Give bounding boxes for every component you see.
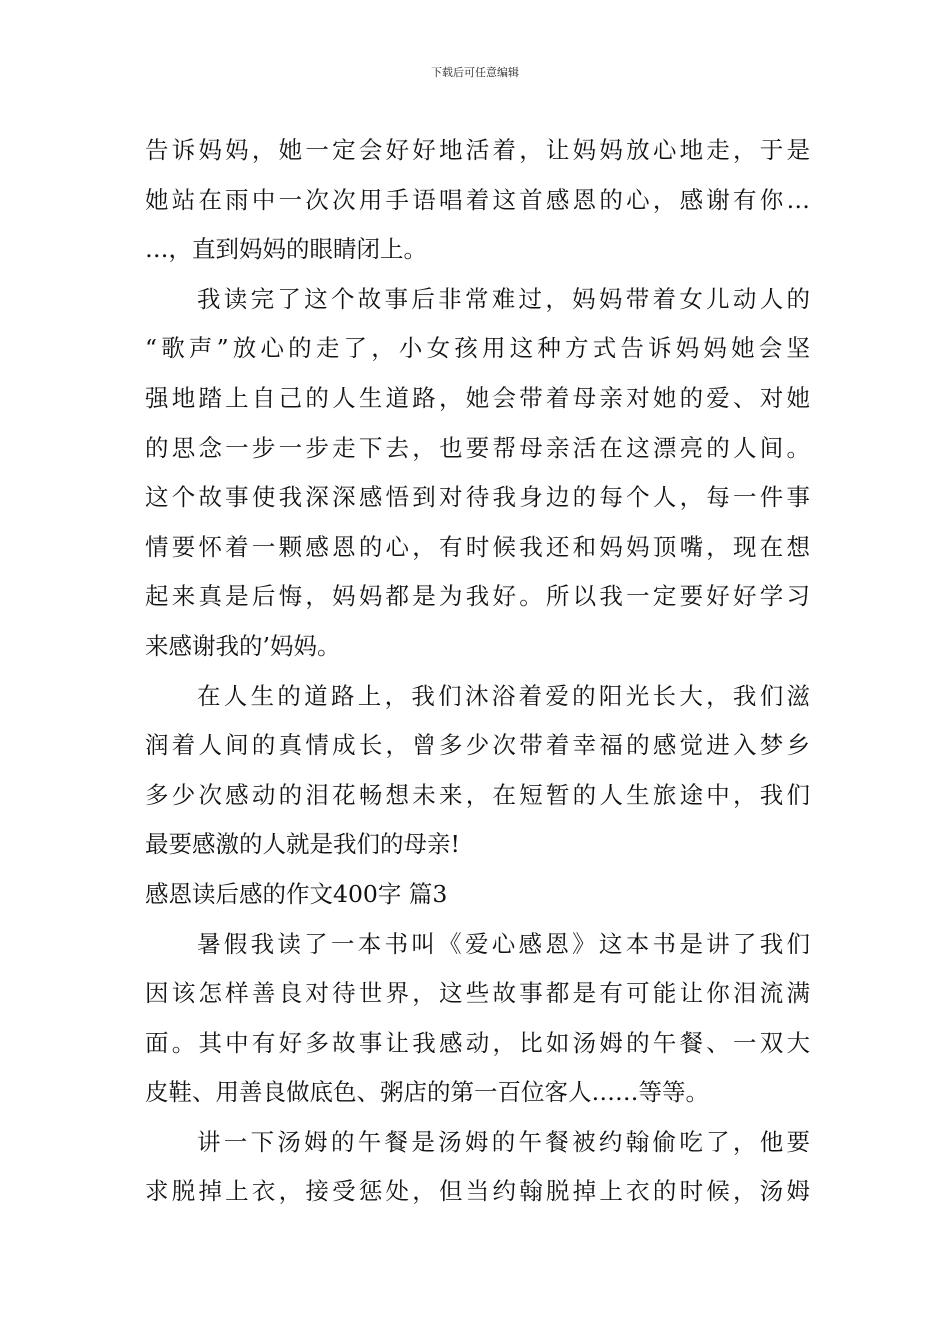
text-line: 求脱掉上衣，接受惩处，但当约翰脱掉上衣的时候，汤姆 [145, 1177, 810, 1206]
text-line: 我读完了这个故事后非常难过，妈妈带着女儿动人的 [197, 284, 810, 313]
text-line: 强地踏上自己的人生道路，她会带着母亲对她的爱、对她 [145, 383, 810, 412]
page-header-note: 下载后可任意编辑 [431, 66, 519, 79]
text-line: 皮鞋、用善良做底色、粥店的第一百位客人……等等。 [145, 1078, 709, 1107]
text-line: …，直到妈妈的眼睛闭上。 [145, 235, 427, 264]
text-line: 情要怀着一颗感恩的心，有时候我还和妈妈顶嘴，现在想 [145, 532, 810, 561]
document-body [145, 126, 810, 1217]
text-line: 在人生的道路上，我们沐浴着爱的阳光长大，我们滋 [197, 681, 810, 710]
text-line: 告诉妈妈，她一定会好好地活着，让妈妈放心地走，于是 [145, 136, 810, 164]
text-line: 的思念一步一步走下去，也要帮母亲活在这漂亮的人间。 [145, 433, 810, 462]
text-line: 暑假我读了一本书叫《爱心感恩》这本书是讲了我们 [197, 929, 810, 958]
text-line: 讲一下汤姆的午餐是汤姆的午餐被约翰偷吃了，他要 [197, 1127, 810, 1156]
text-line: 她站在雨中一次次用手语唱着这首感恩的心，感谢有你… [145, 185, 810, 214]
text-line: 来感谢我的’妈妈。 [145, 631, 341, 660]
text-line: 多少次感动的泪花畅想未来，在短暂的人生旅途中，我们 [145, 780, 810, 809]
text-line: 这个故事使我深深感悟到对待我身边的每个人，每一件事 [145, 483, 810, 512]
text-line: 面。其中有好多故事让我感动，比如汤姆的午餐、一双大 [145, 1028, 810, 1057]
text-line: 感恩读后感的作文400字 篇3 [145, 879, 448, 908]
text-line: 最要感激的人就是我们的母亲! [145, 830, 460, 859]
text-line: 润着人间的真情成长，曾多少次带着幸福的感觉进入梦乡 [145, 731, 810, 760]
text-line: 起来真是后悔，妈妈都是为我好。所以我一定要好好学习 [145, 582, 810, 611]
text-line: 因该怎样善良对待世界，这些故事都是有可能让你泪流满 [145, 979, 810, 1008]
text-line: “歌声”放心的走了，小女孩用这种方式告诉妈妈她会坚 [145, 334, 810, 363]
